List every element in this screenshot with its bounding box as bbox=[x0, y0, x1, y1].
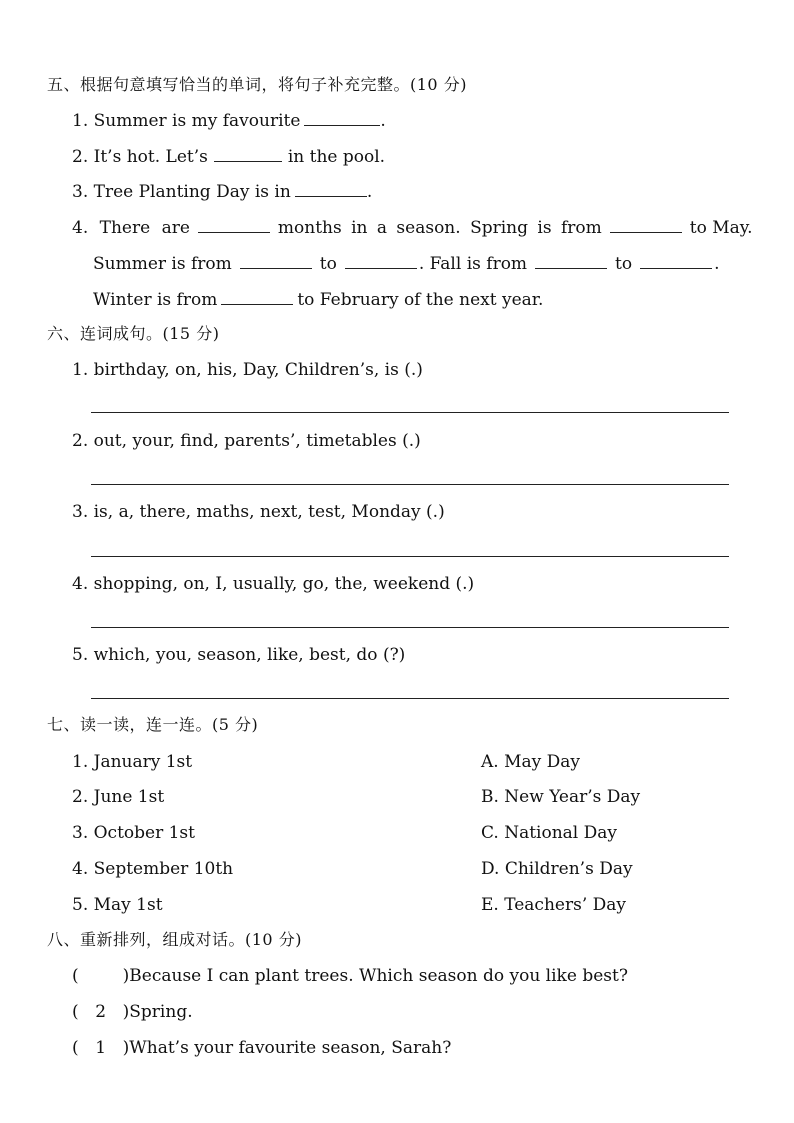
s6-item-4: 4. shopping, on, I, usually, go, the, weekend (.) bbox=[72, 574, 475, 594]
answer-blank[interactable] bbox=[535, 252, 607, 269]
section-8-heading: 八、重新排列，组成对话。(10 分) bbox=[47, 930, 302, 949]
section-7-heading: 七、读一读，连一连。(5 分) bbox=[47, 715, 259, 734]
answer-line[interactable] bbox=[91, 484, 729, 485]
answer-blank[interactable] bbox=[198, 216, 270, 233]
s6-item-3: 3. is, a, there, maths, next, test, Monday (.) bbox=[72, 502, 445, 522]
match-right-item[interactable]: A. May Day bbox=[481, 752, 581, 772]
answer-line[interactable] bbox=[91, 412, 729, 413]
s5-question-4-line-3: Winter is from to February of the next year. bbox=[93, 290, 544, 310]
order-number-slot[interactable]: 2 bbox=[95, 1002, 107, 1022]
match-right-item[interactable]: C. National Day bbox=[481, 823, 618, 843]
s5-question-2: 2. It’s hot. Let’s in the pool. bbox=[72, 147, 386, 167]
s6-item-2: 2. out, your, find, parents’, timetables (.) bbox=[72, 431, 421, 451]
section-6-heading: 六、连词成句。(15 分) bbox=[47, 324, 220, 343]
s5-question-4-line-2: Summer is from to . Fall is from to . bbox=[93, 254, 720, 274]
s6-item-5: 5. which, you, season, like, best, do (?) bbox=[72, 645, 406, 665]
answer-blank[interactable] bbox=[221, 288, 293, 305]
match-left-item[interactable]: 2. June 1st bbox=[72, 787, 165, 807]
s5-question-1: 1. Summer is my favourite . bbox=[72, 111, 386, 131]
dialogue-line: ( 2 )Spring. bbox=[72, 1002, 193, 1022]
dialogue-line: ( )Because I can plant trees. Which season do you like best? bbox=[72, 966, 628, 986]
match-left-item[interactable]: 3. October 1st bbox=[72, 823, 195, 843]
answer-blank[interactable] bbox=[240, 252, 312, 269]
section-5-heading: 五、根据句意填写恰当的单词，将句子补充完整。(10 分) bbox=[47, 75, 467, 94]
answer-blank[interactable] bbox=[345, 252, 417, 269]
match-left-item[interactable]: 5. May 1st bbox=[72, 895, 163, 915]
answer-line[interactable] bbox=[91, 698, 729, 699]
match-right-item[interactable]: B. New Year’s Day bbox=[481, 787, 641, 807]
answer-line[interactable] bbox=[91, 556, 729, 557]
order-number-slot[interactable]: 1 bbox=[95, 1038, 107, 1058]
match-left-item[interactable]: 1. January 1st bbox=[72, 752, 193, 772]
s5-question-3: 3. Tree Planting Day is in . bbox=[72, 182, 373, 202]
answer-blank[interactable] bbox=[214, 145, 282, 162]
match-left-item[interactable]: 4. September 10th bbox=[72, 859, 234, 879]
answer-blank[interactable] bbox=[295, 180, 367, 197]
s6-item-1: 1. birthday, on, his, Day, Children’s, is (.) bbox=[72, 360, 423, 380]
answer-blank[interactable] bbox=[640, 252, 712, 269]
dialogue-line: ( 1 )What’s your favourite season, Sarah? bbox=[72, 1038, 452, 1058]
s5-question-4-line-1: 4. There are months in a season. Spring is from to May. bbox=[72, 218, 753, 238]
match-right-item[interactable]: E. Teachers’ Day bbox=[481, 895, 626, 915]
answer-line[interactable] bbox=[91, 627, 729, 628]
match-right-item[interactable]: D. Children’s Day bbox=[481, 859, 633, 879]
answer-blank[interactable] bbox=[304, 109, 380, 126]
answer-blank[interactable] bbox=[610, 216, 682, 233]
